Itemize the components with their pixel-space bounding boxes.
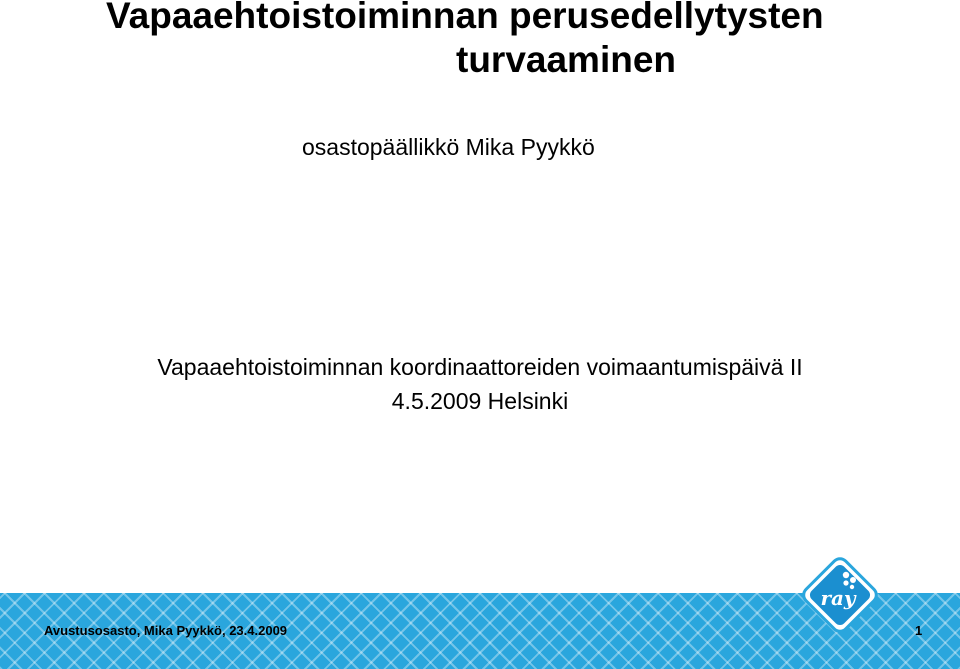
event-info (0, 350, 960, 418)
logo-text: ray (820, 586, 856, 610)
title-line-1: Vapaaehtoistoiminnan perusedellytysten (106, 0, 824, 36)
ray-logo (800, 555, 880, 635)
title-line-2: turvaaminen (456, 39, 677, 80)
footer-text: Avustusosasto, Mika Pyykkö, 23.4.2009 (44, 623, 288, 638)
presenter-name: osastopäällikkö Mika Pyykkö (302, 134, 595, 160)
event-date-place: 4.5.2009 Helsinki (391, 388, 569, 414)
event-title: Vapaaehtoistoiminnan koordinaattoreiden voimaantumispäivä II (157, 354, 803, 380)
page-number: 1 (915, 623, 923, 638)
